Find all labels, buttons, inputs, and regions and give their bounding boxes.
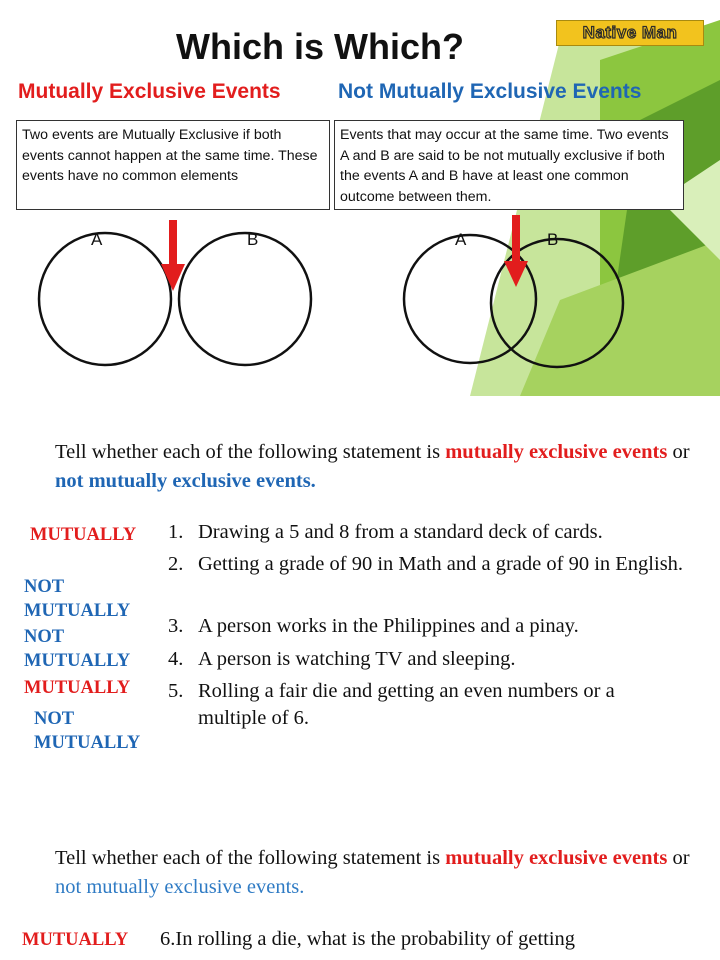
answer-6: MUTUALLY (22, 930, 129, 950)
section1-instruction: Tell whether each of the following statement is mutually exclusive events or not mutually exclusive events. (55, 441, 690, 492)
answer-4: MUTUALLY (24, 678, 131, 698)
venn-left-label-b: B (247, 230, 259, 249)
red-arrow-icon (504, 215, 528, 287)
answer-5: NOT MUTUALLY (34, 709, 141, 753)
list-item-1: 1. Drawing a 5 and 8 from a standard deck of cards. (168, 521, 603, 543)
not-mutually-exclusive-definition: Events that may occur at the same time. Two events A and B are said to be not mutually exclusive if both the events A and B have at least one common outcome between them. (334, 120, 684, 210)
answer-2: NOT MUTUALLY (24, 577, 131, 621)
slide-which-is-which (0, 0, 720, 396)
list-item-2: 2. Getting a grade of 90 in Math and a grade of 90 in English. (168, 553, 684, 575)
venn-left-circle-b (179, 233, 311, 365)
answer-1: MUTUALLY (30, 525, 137, 545)
slide-title: Which is Which? (176, 26, 464, 67)
venn-right-label-a: A (455, 230, 467, 249)
venn-right-circle-b (491, 239, 623, 367)
venn-disjoint (39, 220, 311, 365)
list-item-5: 5. Rolling a fair die and getting an even numbers or a multiple of 6. (168, 680, 615, 729)
not-mutually-exclusive-heading: Not Mutually Exclusive Events (338, 80, 642, 103)
answer-3: NOT MUTUALLY (24, 627, 131, 671)
list-item-3: 3. A person works in the Philippines and a pinay. (168, 615, 579, 637)
venn-diagrams (0, 215, 720, 385)
venn-overlapping (404, 215, 623, 367)
brand-logo: Native Man (556, 20, 704, 46)
venn-left-label-a: A (91, 230, 103, 249)
venn-right-label-b: B (547, 230, 559, 249)
mutually-exclusive-heading: Mutually Exclusive Events (18, 80, 281, 103)
mutually-exclusive-definition: Two events are Mutually Exclusive if both events cannot happen at the same time. These events have no common elements (16, 120, 330, 210)
venn-left-circle-a (39, 233, 171, 365)
section2-instruction: Tell whether each of the following statement is mutually exclusive events or not mutually exclusive events. (55, 847, 690, 898)
list-item-6: 6.In rolling a die, what is the probability of getting (160, 928, 576, 950)
list-item-4: 4. A person is watching TV and sleeping. (168, 648, 516, 670)
